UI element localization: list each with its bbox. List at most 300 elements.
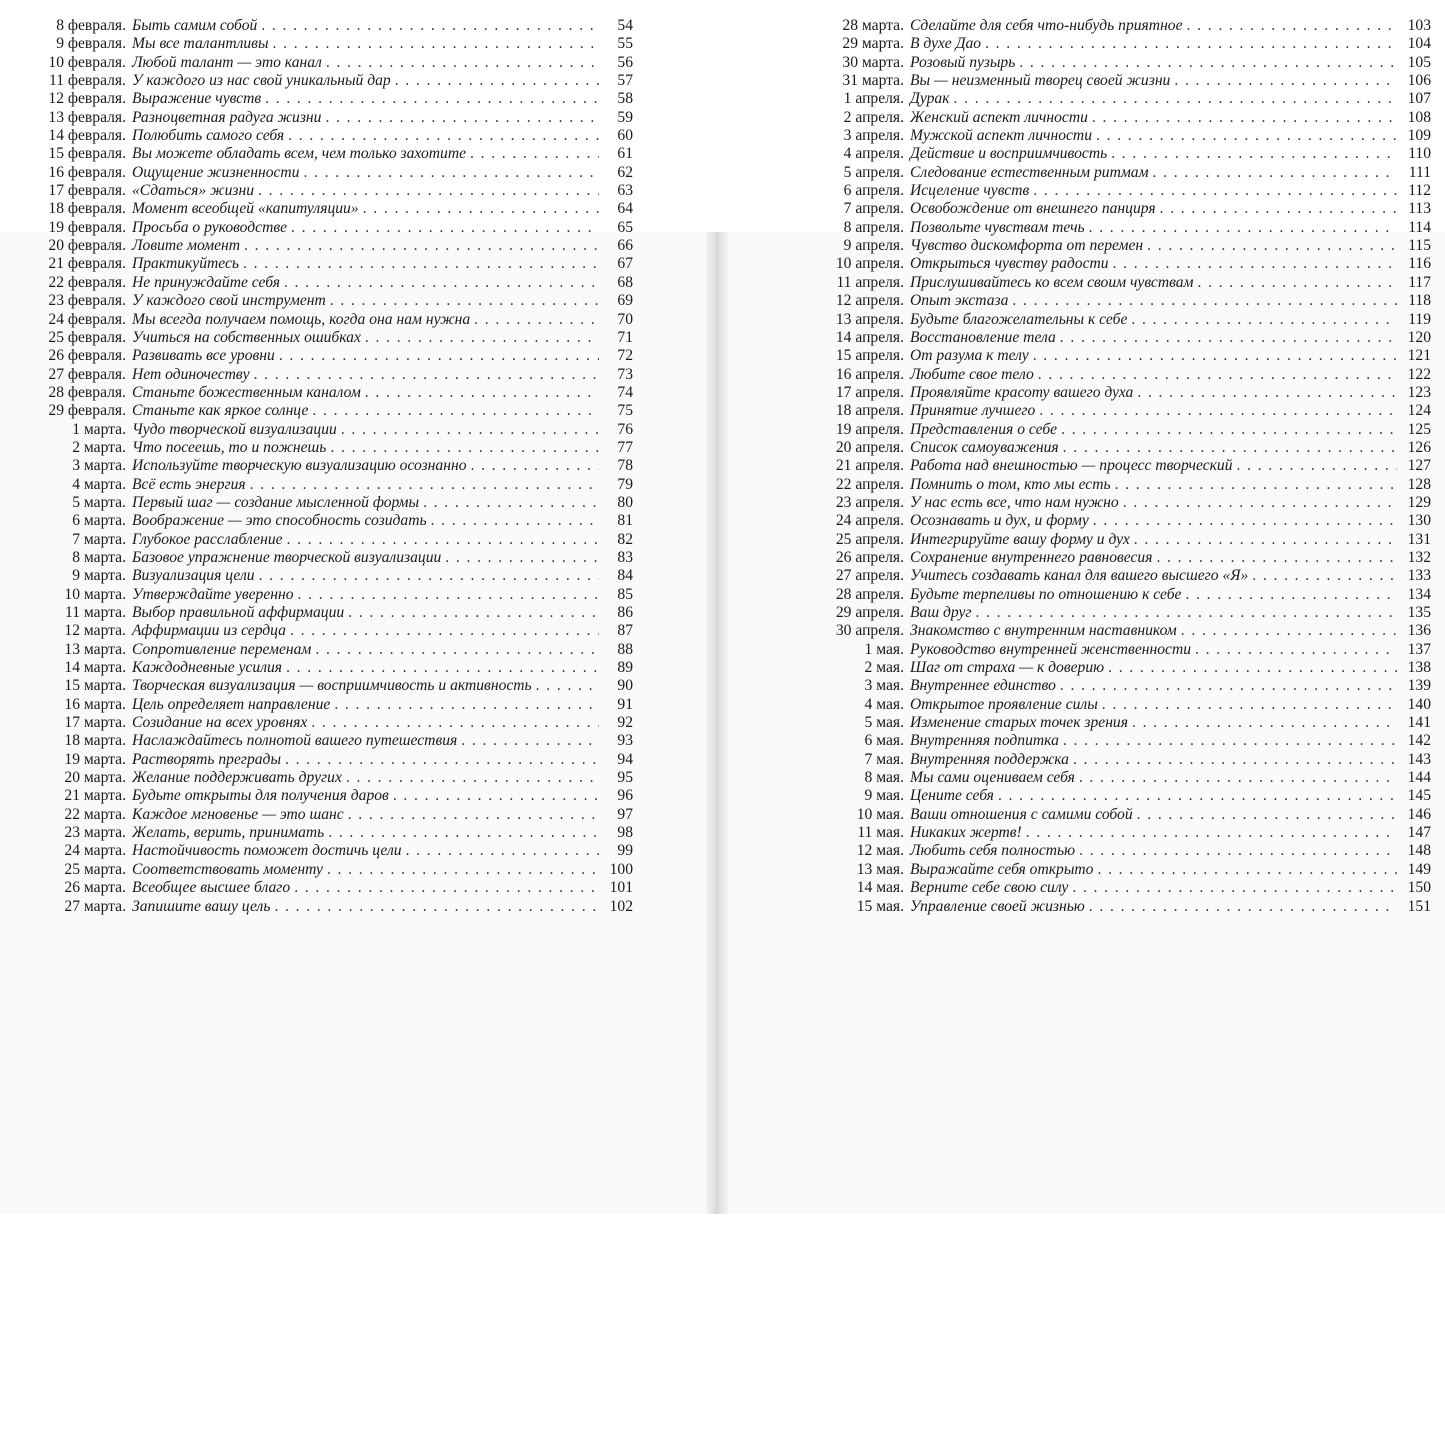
toc-entry-page-number: 77 bbox=[617, 438, 633, 456]
toc-entry-page-number: 109 bbox=[1407, 127, 1431, 145]
toc-leader-dots bbox=[365, 384, 599, 402]
toc-entry-page-number: 140 bbox=[1407, 695, 1431, 713]
toc-entry-page-number: 108 bbox=[1407, 108, 1431, 126]
toc-entry-title: Будьте терпеливы по отношению к себе bbox=[910, 585, 1182, 603]
toc-entry bbox=[798, 714, 1431, 732]
toc-entry bbox=[8, 751, 633, 769]
toc-entry-page-number: 120 bbox=[1407, 328, 1431, 346]
toc-entry bbox=[798, 439, 1431, 457]
toc-entry-title: Утверждайте уверенно bbox=[132, 585, 294, 603]
toc-entry-title: От разума к телу bbox=[910, 347, 1029, 365]
toc-entry bbox=[798, 329, 1431, 347]
toc-entry-date: 25 марта. bbox=[64, 860, 126, 878]
toc-entry-date: 30 марта. bbox=[842, 53, 904, 71]
toc-entry-page-number: 58 bbox=[617, 90, 633, 108]
toc-entry-title: Практикуйтесь bbox=[132, 255, 240, 273]
toc-entry-date: 17 марта. bbox=[64, 714, 126, 732]
toc-entry bbox=[8, 200, 633, 218]
toc-entry-page-number: 65 bbox=[617, 218, 633, 236]
toc-entry-page-number: 147 bbox=[1407, 824, 1431, 842]
toc-entry-page-number: 142 bbox=[1407, 732, 1431, 750]
toc-entry-title: Прислушивайтесь ко всем своим чувствам bbox=[910, 273, 1194, 291]
toc-entry-title: Любить себя полностью bbox=[910, 842, 1076, 860]
toc-leader-dots bbox=[273, 35, 599, 53]
toc-entry-date: 9 мая. bbox=[864, 787, 904, 805]
toc-entry bbox=[8, 457, 633, 475]
toc-leader-dots bbox=[285, 751, 599, 769]
toc-entry-date: 10 мая. bbox=[856, 805, 904, 823]
toc-entry-page-number: 67 bbox=[617, 255, 633, 273]
toc-entry-date: 19 февраля. bbox=[48, 218, 126, 236]
toc-leader-dots bbox=[1063, 439, 1397, 457]
toc-entry bbox=[798, 402, 1431, 420]
toc-entry bbox=[8, 402, 633, 420]
toc-entry-date: 13 марта. bbox=[64, 640, 126, 658]
toc-leader-dots bbox=[327, 861, 599, 879]
toc-entry-date: 31 марта. bbox=[842, 72, 904, 90]
toc-entry-page-number: 92 bbox=[617, 714, 633, 732]
toc-entry-page-number: 100 bbox=[609, 860, 633, 878]
toc-entry-page-number: 69 bbox=[617, 292, 633, 310]
toc-entry-page-number: 55 bbox=[617, 35, 633, 53]
toc-entry-page-number: 102 bbox=[609, 897, 633, 915]
toc-entry bbox=[798, 494, 1431, 512]
toc-leader-dots bbox=[1096, 127, 1397, 145]
toc-entry-title: Изменение старых точек зрения bbox=[910, 714, 1128, 732]
toc-entry bbox=[798, 366, 1431, 384]
toc-entry-title: Верните себе свою силу bbox=[910, 879, 1069, 897]
toc-entry bbox=[798, 476, 1431, 494]
toc-entry-date: 28 апреля. bbox=[835, 585, 904, 603]
toc-entry-date: 30 апреля. bbox=[835, 622, 904, 640]
toc-leader-dots bbox=[1115, 476, 1397, 494]
toc-entry-page-number: 61 bbox=[617, 145, 633, 163]
toc-entry bbox=[8, 384, 633, 402]
toc-leader-dots bbox=[1079, 842, 1397, 860]
toc-entry bbox=[798, 145, 1431, 163]
toc-entry bbox=[8, 549, 633, 567]
toc-entry bbox=[8, 476, 633, 494]
toc-entry-page-number: 87 bbox=[617, 622, 633, 640]
toc-leader-dots bbox=[1060, 329, 1397, 347]
toc-entry-date: 23 апреля. bbox=[835, 493, 904, 511]
toc-leader-dots bbox=[326, 54, 599, 72]
toc-entry-date: 26 апреля. bbox=[835, 548, 904, 566]
toc-entry-date: 3 мая. bbox=[864, 677, 904, 695]
toc-entry bbox=[8, 567, 633, 585]
toc-entry-page-number: 112 bbox=[1408, 182, 1431, 200]
toc-entry-date: 3 марта. bbox=[72, 457, 126, 475]
toc-entry-title: Восстановление тела bbox=[910, 328, 1056, 346]
toc-entry-title: Полюбить самого себя bbox=[132, 127, 285, 145]
toc-leader-dots bbox=[274, 898, 599, 916]
toc-entry-page-number: 60 bbox=[617, 127, 633, 145]
toc-leader-dots bbox=[363, 200, 599, 218]
toc-entry-page-number: 54 bbox=[617, 17, 633, 34]
toc-entry-title: Цель определяет направление bbox=[132, 695, 331, 713]
toc-entry-title: Мы все талантливы bbox=[132, 35, 269, 53]
toc-entry-title: Мужской аспект личности bbox=[910, 127, 1092, 145]
toc-entry-page-number: 115 bbox=[1408, 237, 1431, 255]
toc-entry bbox=[8, 90, 633, 108]
toc-entry-page-number: 81 bbox=[617, 512, 633, 530]
toc-entry-date: 27 марта. bbox=[64, 897, 126, 915]
toc-entry-title: Станьте как яркое солнце bbox=[132, 402, 309, 420]
toc-entry bbox=[8, 494, 633, 512]
toc-entry-title: Мы сами оцениваем себя bbox=[910, 769, 1075, 787]
toc-leader-dots bbox=[1092, 109, 1397, 127]
toc-entry bbox=[798, 659, 1431, 677]
toc-entry-title: Сохранение внутреннего равновесия bbox=[910, 548, 1153, 566]
toc-leader-dots bbox=[975, 604, 1397, 622]
toc-entry-page-number: 150 bbox=[1407, 879, 1431, 897]
toc-entry-page-number: 123 bbox=[1407, 383, 1431, 401]
toc-entry bbox=[8, 164, 633, 182]
toc-entry bbox=[8, 366, 633, 384]
toc-entry bbox=[8, 806, 633, 824]
toc-entry bbox=[798, 219, 1431, 237]
toc-entry-page-number: 73 bbox=[617, 365, 633, 383]
toc-entry bbox=[8, 127, 633, 145]
toc-leader-dots bbox=[1113, 255, 1397, 273]
toc-entry-date: 9 марта. bbox=[72, 567, 126, 585]
toc-leader-dots bbox=[1072, 879, 1397, 897]
toc-leader-dots bbox=[243, 255, 599, 273]
toc-entry bbox=[8, 512, 633, 530]
toc-entry-date: 4 апреля. bbox=[843, 145, 904, 163]
toc-entry bbox=[798, 384, 1431, 402]
toc-entry bbox=[8, 842, 633, 860]
toc-leader-dots bbox=[311, 714, 599, 732]
toc-entry-date: 16 апреля. bbox=[835, 365, 904, 383]
toc-entry-date: 26 февраля. bbox=[48, 347, 126, 365]
toc-entry-title: У каждого из нас свой уникальный дар bbox=[132, 72, 391, 90]
toc-entry-title: Ощущение жизненности bbox=[132, 163, 300, 181]
toc-entry-title: Первый шаг — создание мысленной формы bbox=[132, 493, 420, 511]
toc-entry-page-number: 85 bbox=[617, 585, 633, 603]
toc-entry-page-number: 79 bbox=[617, 475, 633, 493]
toc-entry-page-number: 117 bbox=[1408, 273, 1431, 291]
toc-leader-dots bbox=[284, 274, 599, 292]
toc-entry-title: Дурак bbox=[910, 90, 950, 108]
toc-entry bbox=[8, 35, 633, 53]
toc-entry-date: 10 апреля. bbox=[835, 255, 904, 273]
toc-entry bbox=[798, 787, 1431, 805]
toc-entry-title: Учиться на собственных ошибках bbox=[132, 328, 361, 346]
toc-entry-date: 22 марта. bbox=[64, 805, 126, 823]
toc-entry-page-number: 141 bbox=[1407, 714, 1431, 732]
toc-entry bbox=[8, 787, 633, 805]
toc-entry bbox=[8, 347, 633, 365]
toc-entry-page-number: 84 bbox=[617, 567, 633, 585]
toc-entry bbox=[8, 439, 633, 457]
toc-entry-title: Руководство внутренней женственности bbox=[910, 640, 1191, 658]
toc-entry-title: Розовый пузырь bbox=[910, 53, 1016, 71]
toc-entry-title: Следование естественным ритмам bbox=[910, 163, 1149, 181]
toc-entry-page-number: 149 bbox=[1407, 860, 1431, 878]
toc-leader-dots bbox=[470, 145, 599, 163]
toc-entry-page-number: 94 bbox=[617, 750, 633, 768]
toc-entry-title: Сопротивление переменам bbox=[132, 640, 312, 658]
toc-entry-page-number: 106 bbox=[1407, 72, 1431, 90]
toc-entry bbox=[798, 109, 1431, 127]
toc-entry-date: 6 апреля. bbox=[843, 182, 904, 200]
toc-entry-page-number: 132 bbox=[1407, 548, 1431, 566]
toc-entry-date: 20 апреля. bbox=[835, 438, 904, 456]
toc-entry-page-number: 113 bbox=[1408, 200, 1431, 218]
toc-leader-dots bbox=[1111, 145, 1397, 163]
toc-entry-page-number: 68 bbox=[617, 273, 633, 291]
toc-entry-date: 18 марта. bbox=[64, 732, 126, 750]
toc-entry-date: 15 февраля. bbox=[48, 145, 126, 163]
toc-leader-dots bbox=[406, 842, 599, 860]
toc-entry-title: Открыться чувству радости bbox=[910, 255, 1109, 273]
toc-entry-date: 29 марта. bbox=[842, 35, 904, 53]
toc-leader-dots bbox=[1160, 200, 1397, 218]
toc-entry-date: 7 марта. bbox=[72, 530, 126, 548]
toc-entry-title: Позвольте чувствам течь bbox=[910, 218, 1085, 236]
toc-entry bbox=[8, 311, 633, 329]
toc-entry-date: 12 марта. bbox=[64, 622, 126, 640]
toc-entry-date: 8 апреля. bbox=[843, 218, 904, 236]
toc-leader-dots bbox=[393, 787, 599, 805]
toc-entry-title: Осознавать и дух, и форму bbox=[910, 512, 1089, 530]
toc-entry-title: Что посеешь, то и пожнешь bbox=[132, 438, 327, 456]
toc-entry-date: 4 мая. bbox=[864, 695, 904, 713]
toc-entry-page-number: 93 bbox=[617, 732, 633, 750]
toc-entry-page-number: 104 bbox=[1407, 35, 1431, 53]
toc-entry-page-number: 101 bbox=[609, 879, 633, 897]
toc-entry-date: 1 марта. bbox=[72, 420, 126, 438]
toc-entry bbox=[8, 145, 633, 163]
toc-entry-title: Опыт экстаза bbox=[910, 292, 1009, 310]
toc-entry-page-number: 151 bbox=[1407, 897, 1431, 915]
toc-entry-page-number: 146 bbox=[1407, 805, 1431, 823]
toc-entry-date: 15 мая. bbox=[856, 897, 904, 915]
toc-entry-page-number: 98 bbox=[617, 824, 633, 842]
toc-entry-date: 13 апреля. bbox=[835, 310, 904, 328]
toc-entry bbox=[8, 17, 633, 35]
toc-entry-page-number: 59 bbox=[617, 108, 633, 126]
toc-entry bbox=[8, 531, 633, 549]
toc-entry bbox=[798, 35, 1431, 53]
toc-entry-page-number: 116 bbox=[1408, 255, 1431, 273]
toc-leader-dots bbox=[1108, 659, 1397, 677]
toc-leader-dots bbox=[1039, 402, 1397, 420]
toc-leader-dots bbox=[261, 17, 599, 35]
toc-entry bbox=[8, 898, 633, 916]
toc-entry-date: 7 апреля. bbox=[843, 200, 904, 218]
toc-leader-dots bbox=[1012, 292, 1397, 310]
toc-entry bbox=[8, 72, 633, 90]
toc-leader-dots bbox=[298, 586, 599, 604]
toc-entry-date: 29 февраля. bbox=[48, 402, 126, 420]
toc-entry bbox=[798, 696, 1431, 714]
toc-entry-title: Ловите момент bbox=[132, 237, 241, 255]
toc-entry-title: У каждого свой инструмент bbox=[132, 292, 326, 310]
toc-leader-dots bbox=[1153, 164, 1397, 182]
toc-entry bbox=[8, 54, 633, 72]
toc-entry-date: 17 апреля. bbox=[835, 383, 904, 401]
toc-leader-dots bbox=[1198, 274, 1397, 292]
toc-entry-title: Разноцветная радуга жизни bbox=[132, 108, 322, 126]
toc-leader-dots bbox=[985, 35, 1397, 53]
toc-entry-date: 25 февраля. bbox=[48, 328, 126, 346]
toc-leader-dots bbox=[287, 531, 599, 549]
toc-entry-title: Глубокое расслабление bbox=[132, 530, 283, 548]
toc-entry-title: Каждодневные усилия bbox=[132, 659, 283, 677]
toc-entry-date: 24 марта. bbox=[64, 842, 126, 860]
toc-entry-title: Помнить о том, кто мы есть bbox=[910, 475, 1111, 493]
toc-entry-date: 12 февраля. bbox=[48, 90, 126, 108]
toc-entry-title: Просьба о руководстве bbox=[132, 218, 288, 236]
toc-leader-dots bbox=[998, 787, 1397, 805]
toc-leader-dots bbox=[1063, 732, 1397, 750]
toc-entry-date: 27 апреля. bbox=[835, 567, 904, 585]
toc-leader-dots bbox=[1252, 567, 1397, 585]
toc-entry-title: Мы всегда получаем помощь, когда она нам нужна bbox=[132, 310, 471, 328]
toc-entry-page-number: 63 bbox=[617, 182, 633, 200]
toc-leader-dots bbox=[254, 366, 599, 384]
toc-leader-dots bbox=[1134, 531, 1397, 549]
toc-leader-dots bbox=[1195, 641, 1397, 659]
toc-entry-page-number: 80 bbox=[617, 493, 633, 511]
toc-entry-title: Соответствовать моменту bbox=[132, 860, 323, 878]
toc-entry-title: Внутренняя подпитка bbox=[910, 732, 1059, 750]
toc-entry-date: 27 февраля. bbox=[48, 365, 126, 383]
toc-entry-date: 20 марта. bbox=[64, 769, 126, 787]
toc-leader-dots bbox=[1123, 494, 1397, 512]
toc-entry-title: Запишите вашу цель bbox=[132, 897, 271, 915]
toc-entry bbox=[798, 127, 1431, 145]
toc-entry-date: 2 апреля. bbox=[843, 108, 904, 126]
toc-leader-dots bbox=[1089, 898, 1397, 916]
toc-entry bbox=[8, 641, 633, 659]
toc-entry-title: Выражайте себя открыто bbox=[910, 860, 1094, 878]
toc-entry bbox=[798, 567, 1431, 585]
toc-entry-page-number: 83 bbox=[617, 548, 633, 566]
toc-entry-date: 29 апреля. bbox=[835, 604, 904, 621]
toc-entry-page-number: 122 bbox=[1407, 365, 1431, 383]
toc-entry-page-number: 57 bbox=[617, 72, 633, 90]
toc-entry-page-number: 107 bbox=[1407, 90, 1431, 108]
toc-entry-title: Будьте открыты для получения даров bbox=[132, 787, 389, 805]
toc-entry-page-number: 139 bbox=[1407, 677, 1431, 695]
toc-entry-date: 21 марта. bbox=[64, 787, 126, 805]
toc-entry bbox=[798, 732, 1431, 750]
toc-entry bbox=[798, 604, 1431, 622]
toc-leader-dots bbox=[1079, 769, 1397, 787]
toc-entry-title: Проявляйте красоту вашего духа bbox=[910, 383, 1134, 401]
toc-entry-page-number: 103 bbox=[1407, 17, 1431, 34]
toc-entry-page-number: 144 bbox=[1407, 769, 1431, 787]
toc-entry bbox=[8, 769, 633, 787]
toc-entry-page-number: 96 bbox=[617, 787, 633, 805]
toc-leader-dots bbox=[325, 109, 599, 127]
toc-entry-title: Работа над внешностью — процесс творческий bbox=[910, 457, 1233, 475]
toc-entry-page-number: 78 bbox=[617, 457, 633, 475]
toc-entry-page-number: 133 bbox=[1407, 567, 1431, 585]
toc-entry-page-number: 129 bbox=[1407, 493, 1431, 511]
toc-leader-dots bbox=[1237, 457, 1397, 475]
toc-entry bbox=[8, 732, 633, 750]
toc-entry-title: Женский аспект личности bbox=[910, 108, 1088, 126]
toc-entry-date: 2 марта. bbox=[72, 438, 126, 456]
toc-entry-title: Внутреннее единство bbox=[910, 677, 1056, 695]
toc-entry bbox=[798, 347, 1431, 365]
toc-entry-title: Быть самим собой bbox=[132, 17, 258, 34]
toc-entry-title: Нет одиночеству bbox=[132, 365, 250, 383]
toc-entry bbox=[798, 274, 1431, 292]
toc-leader-dots bbox=[258, 182, 599, 200]
toc-entry-page-number: 91 bbox=[617, 695, 633, 713]
toc-entry bbox=[798, 806, 1431, 824]
toc-entry-page-number: 82 bbox=[617, 530, 633, 548]
toc-entry-page-number: 138 bbox=[1407, 659, 1431, 677]
toc-entry-page-number: 128 bbox=[1407, 475, 1431, 493]
toc-entry bbox=[798, 641, 1431, 659]
toc-entry-date: 23 марта. bbox=[64, 824, 126, 842]
toc-entry bbox=[8, 824, 633, 842]
toc-entry-date: 11 марта. bbox=[64, 604, 126, 621]
toc-entry-page-number: 99 bbox=[617, 842, 633, 860]
toc-leader-dots bbox=[1061, 421, 1397, 439]
toc-entry bbox=[8, 237, 633, 255]
toc-entry-date: 23 февраля. bbox=[48, 292, 126, 310]
toc-entry-title: Шаг от страха — к доверию bbox=[910, 659, 1105, 677]
toc-entry-title: Вы можете обладать всем, чем только захотите bbox=[132, 145, 467, 163]
toc-leader-dots bbox=[954, 90, 1397, 108]
toc-leader-dots bbox=[1137, 384, 1397, 402]
toc-entry-page-number: 95 bbox=[617, 769, 633, 787]
toc-entry-date: 11 мая. bbox=[857, 824, 904, 842]
toc-entry-date: 21 февраля. bbox=[48, 255, 126, 273]
toc-entry-title: Исцеление чувств bbox=[910, 182, 1030, 200]
toc-entry bbox=[8, 109, 633, 127]
toc-entry-date: 10 марта. bbox=[64, 585, 126, 603]
toc-entry-title: Учитесь создавать канал для вашего высшего «Я» bbox=[910, 567, 1249, 585]
toc-entry-title: Развивать все уровни bbox=[132, 347, 275, 365]
toc-entry-page-number: 76 bbox=[617, 420, 633, 438]
toc-entry bbox=[798, 879, 1431, 897]
toc-entry-page-number: 126 bbox=[1407, 438, 1431, 456]
toc-entry bbox=[798, 586, 1431, 604]
toc-entry-date: 1 мая. bbox=[864, 640, 904, 658]
toc-entry-page-number: 105 bbox=[1407, 53, 1431, 71]
toc-entry-title: Знакомство с внутренним наставником bbox=[910, 622, 1177, 640]
toc-entry-page-number: 66 bbox=[617, 237, 633, 255]
toc-entry-page-number: 148 bbox=[1407, 842, 1431, 860]
toc-entry-page-number: 111 bbox=[1408, 163, 1431, 181]
toc-entry-title: Растворять преграды bbox=[132, 750, 282, 768]
toc-entry-title: Каждое мгновенье — это шанс bbox=[132, 805, 344, 823]
toc-leader-dots bbox=[1073, 751, 1397, 769]
toc-entry bbox=[798, 200, 1431, 218]
toc-leader-dots bbox=[1132, 714, 1397, 732]
left-toc-column bbox=[8, 17, 633, 916]
toc-entry bbox=[798, 17, 1431, 35]
toc-entry-date: 15 апреля. bbox=[835, 347, 904, 365]
toc-entry-date: 8 мая. bbox=[864, 769, 904, 787]
toc-entry-title: Визуализация цели bbox=[132, 567, 255, 585]
toc-entry-date: 11 февраля. bbox=[48, 72, 126, 90]
toc-leader-dots bbox=[1097, 861, 1397, 879]
toc-entry-page-number: 136 bbox=[1407, 622, 1431, 640]
toc-entry bbox=[8, 182, 633, 200]
toc-entry-date: 24 апреля. bbox=[835, 512, 904, 530]
toc-entry-page-number: 72 bbox=[617, 347, 633, 365]
toc-leader-dots bbox=[348, 604, 599, 622]
